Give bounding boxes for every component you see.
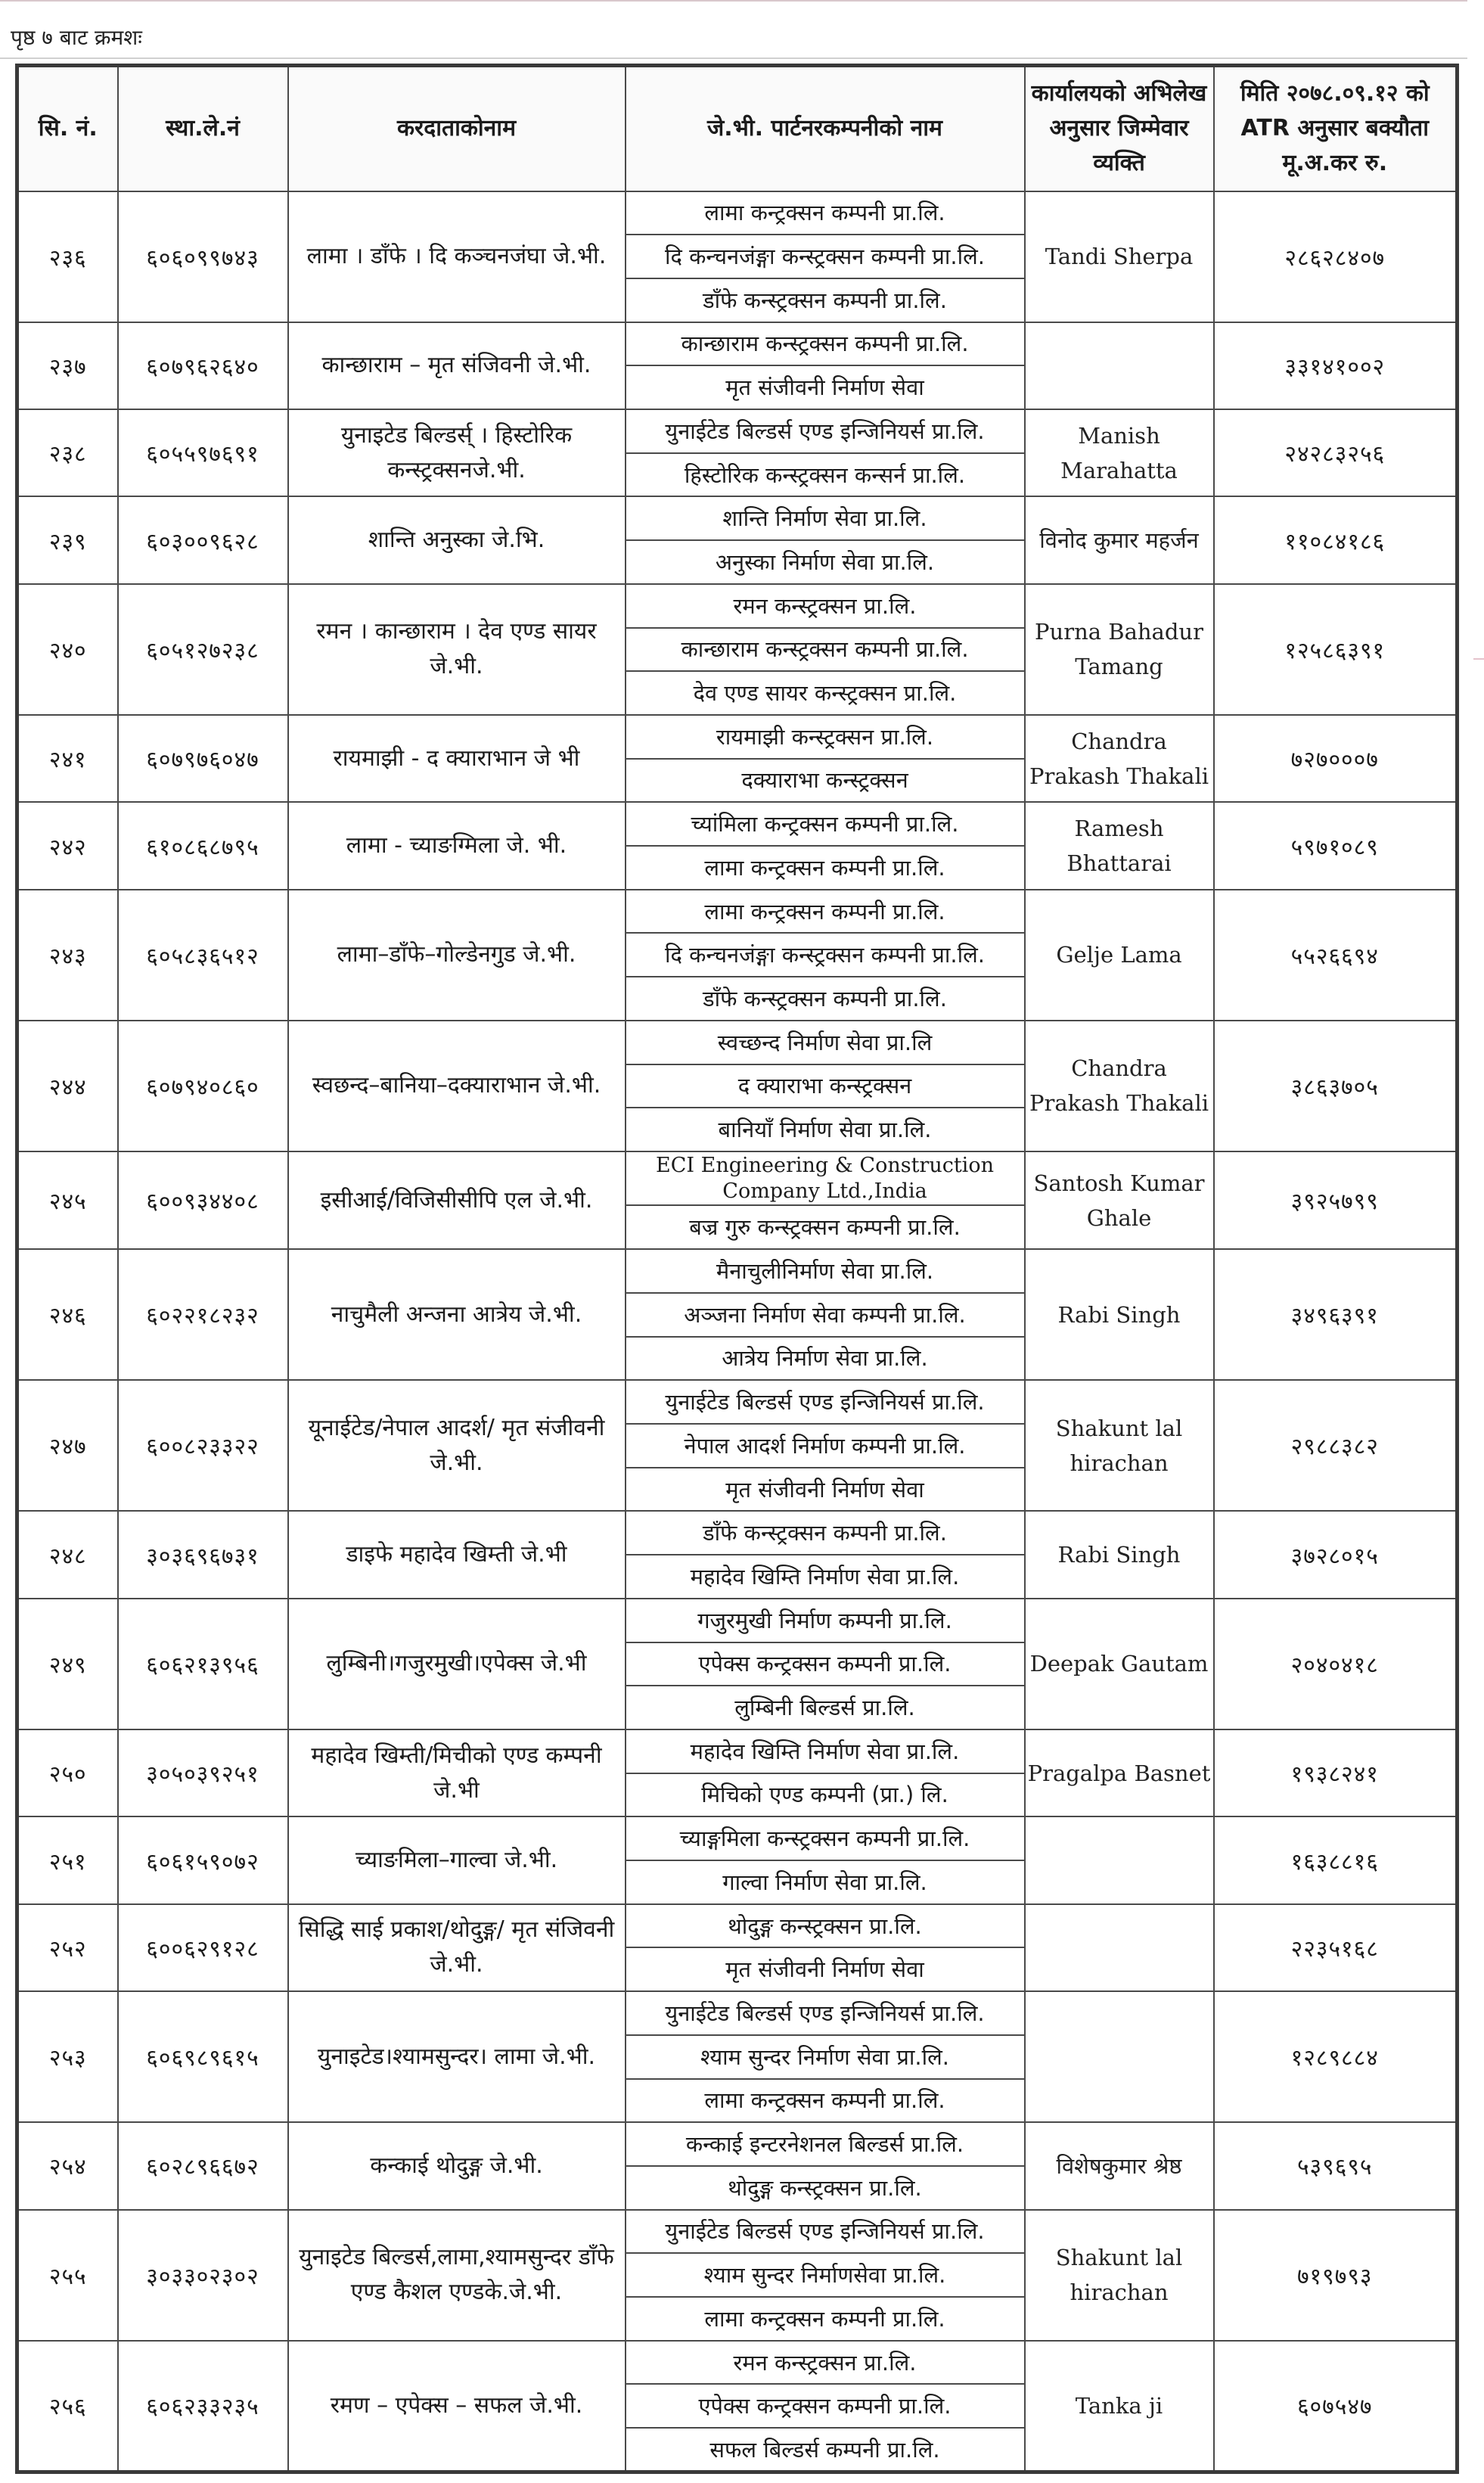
partner-company-cell: शान्ति निर्माण सेवा प्रा.लि.	[626, 496, 1025, 540]
outstanding-amount-cell: २२३५१६८	[1214, 1904, 1458, 1991]
serial-number-cell: २४४	[17, 1021, 118, 1151]
outstanding-amount-cell: ११०८४१८६	[1214, 496, 1458, 583]
responsible-person-cell: Ramesh Bhattarai	[1025, 802, 1214, 889]
responsible-person-cell	[1025, 322, 1214, 409]
local-reg-number-cell: ६०२८९६६७२	[118, 2122, 288, 2209]
partner-company-cell: अञ्जना निर्माण सेवा कम्पनी प्रा.लि.	[626, 1293, 1025, 1337]
outstanding-amount-cell: ५९७१०८९	[1214, 802, 1458, 889]
taxpayer-name-cell: शान्ति अनुस्का जे.भि.	[288, 496, 626, 583]
local-reg-number-cell: ६०७९४०८६०	[118, 1021, 288, 1151]
serial-number-cell: २५१	[17, 1816, 118, 1903]
taxpayer-name-cell: कन्काई थोदुङ्ग जे.भी.	[288, 2122, 626, 2209]
responsible-person-cell: विनोद कुमार महर्जन	[1025, 496, 1214, 583]
taxpayer-name-cell: युनाइटेड बिल्डर्स,लामा,श्यामसुन्दर डाँफे एण्ड कैशल एण्डके.जे.भी.	[288, 2210, 626, 2341]
serial-number-cell: २५५	[17, 2210, 118, 2341]
table-row	[17, 1249, 1458, 1293]
partner-company-cell: स्वच्छन्द निर्माण सेवा प्रा.लि	[626, 1021, 1025, 1064]
taxpayer-name-cell: इसीआई/विजिसीसीपि एल जे.भी.	[288, 1151, 626, 1249]
table-row	[17, 1729, 1458, 1773]
table-row	[17, 1904, 1458, 1948]
partner-company-cell: कान्छाराम कन्स्ट्रक्सन कम्पनी प्रा.लि.	[626, 628, 1025, 672]
partner-company-cell: लामा कन्ट्रक्सन कम्पनी प्रा.लि.	[626, 191, 1025, 235]
local-reg-number-cell: ३०३६९६७३१	[118, 1511, 288, 1598]
partner-company-cell: च्यांमिला कन्ट्रक्सन कम्पनी प्रा.लि.	[626, 802, 1025, 846]
partner-company-cell: थोदुङ्ग कन्स्ट्रक्सन प्रा.लि.	[626, 2166, 1025, 2210]
responsible-person-cell: Tandi Sherpa	[1025, 191, 1214, 322]
responsible-person-cell: Rabi Singh	[1025, 1511, 1214, 1598]
partner-company-cell: मैनाचुलीनिर्माण सेवा प्रा.लि.	[626, 1249, 1025, 1293]
responsible-person-cell: Shakunt lal hirachan	[1025, 1380, 1214, 1511]
outstanding-amount-cell: १२८९८८४	[1214, 1991, 1458, 2122]
serial-number-cell: २४७	[17, 1380, 118, 1511]
table-row	[17, 191, 1458, 235]
partner-company-cell: महादेव खिम्ति निर्माण सेवा प्रा.लि.	[626, 1729, 1025, 1773]
partner-company-cell: युनाईटेड बिल्डर्स एण्ड इन्जिनियर्स प्रा.लि.	[626, 1991, 1025, 2035]
partner-company-cell: ECI Engineering & Construction Company Ltd.,India	[626, 1151, 1025, 1206]
partner-company-cell: लामा कन्ट्रक्सन कम्पनी प्रा.लि.	[626, 890, 1025, 934]
local-reg-number-cell: ६०२२१८२३२	[118, 1249, 288, 1380]
partner-company-cell: द क्याराभा कन्स्ट्रक्सन	[626, 1064, 1025, 1108]
responsible-person-cell	[1025, 1904, 1214, 1991]
outstanding-amount-cell: ५५२६६९४	[1214, 890, 1458, 1021]
partner-company-cell: दि कन्चनजंङ्गा कन्स्ट्रक्सन कम्पनी प्रा.लि.	[626, 933, 1025, 977]
local-reg-number-cell: ३०५०३९२५१	[118, 1729, 288, 1816]
taxpayer-name-cell: रमण – एपेक्स – सफल जे.भी.	[288, 2341, 626, 2472]
taxpayer-name-cell: युनाइटेड।श्यामसुन्दर। लामा जे.भी.	[288, 1991, 626, 2122]
responsible-person-cell	[1025, 1816, 1214, 1903]
local-reg-number-cell: ६०६०९९७४३	[118, 191, 288, 322]
table-row	[17, 1991, 1458, 2035]
responsible-person-cell: Shakunt lal hirachan	[1025, 2210, 1214, 2341]
table-row	[17, 584, 1458, 628]
partner-company-cell: दक्याराभा कन्स्ट्रक्सन	[626, 759, 1025, 803]
table-row	[17, 2341, 1458, 2385]
outstanding-amount-cell: २०४०४१८	[1214, 1599, 1458, 1729]
partner-company-cell: युनाईटेड बिल्डर्स एण्ड इन्जिनियर्स प्रा.लि.	[626, 409, 1025, 453]
page-continuation-note: पृष्ठ ७ बाट क्रमशः	[11, 25, 142, 50]
taxpayer-name-cell: रमन । कान्छाराम । देव एण्ड सायर जे.भी.	[288, 584, 626, 715]
taxpayer-name-cell: स्वछन्द–बानिया–दक्याराभान जे.भी.	[288, 1021, 626, 1151]
responsible-person-cell	[1025, 1991, 1214, 2122]
tax-arrears-table	[15, 64, 1459, 2474]
partner-company-cell: थोदुङ्ग कन्स्ट्रक्सन प्रा.लि.	[626, 1904, 1025, 1948]
serial-number-cell: २३७	[17, 322, 118, 409]
partner-company-cell: रमन कन्स्ट्रक्सन प्रा.लि.	[626, 2341, 1025, 2385]
serial-number-cell: २५३	[17, 1991, 118, 2122]
local-reg-number-cell: ६०७९७६०४७	[118, 715, 288, 802]
partner-company-cell: कान्छाराम कन्स्ट्रक्सन कम्पनी प्रा.लि.	[626, 322, 1025, 366]
header-outstanding-vat: मिति २०७८.०९.१२ को ATR अनुसार बक्यौता मू.अ.कर रु.	[1214, 66, 1458, 191]
partner-company-cell: लामा कन्ट्रक्सन कम्पनी प्रा.लि.	[626, 846, 1025, 890]
local-reg-number-cell: ६०७९६२६४०	[118, 322, 288, 409]
responsible-person-cell: Manish Marahatta	[1025, 409, 1214, 496]
header-taxpayer-name: करदाताकोनाम	[288, 66, 626, 191]
table-row	[17, 2210, 1458, 2254]
table-row	[17, 890, 1458, 934]
outstanding-amount-cell: १६३८८१६	[1214, 1816, 1458, 1903]
local-reg-number-cell: ६०५८३६५१२	[118, 890, 288, 1021]
taxpayer-name-cell: लामा - च्याङग्मिला जे. भी.	[288, 802, 626, 889]
table-row	[17, 1151, 1458, 1206]
responsible-person-cell: Pragalpa Basnet	[1025, 1729, 1214, 1816]
local-reg-number-cell: ६०६२३३२३५	[118, 2341, 288, 2472]
taxpayer-name-cell: महादेव खिम्ती/मिचीको एण्ड कम्पनी जे.भी	[288, 1729, 626, 1816]
partner-company-cell: च्याङ्गमिला कन्स्ट्रक्सन कम्पनी प्रा.लि.	[626, 1816, 1025, 1860]
responsible-person-cell: Santosh Kumar Ghale	[1025, 1151, 1214, 1249]
local-reg-number-cell: ६०६२१३९५६	[118, 1599, 288, 1729]
outstanding-amount-cell: ३९२५७९९	[1214, 1151, 1458, 1249]
taxpayer-name-cell: डाइफे महादेव खिम्ती जे.भी	[288, 1511, 626, 1598]
header-local-reg-no: स्था.ले.नं	[118, 66, 288, 191]
partner-company-cell: गाल्वा निर्माण सेवा प्रा.लि.	[626, 1860, 1025, 1904]
serial-number-cell: २५०	[17, 1729, 118, 1816]
partner-company-cell: श्याम सुन्दर निर्माणसेवा प्रा.लि.	[626, 2253, 1025, 2297]
serial-number-cell: २३८	[17, 409, 118, 496]
partner-company-cell: डाँफे कन्स्ट्रक्सन कम्पनी प्रा.लि.	[626, 278, 1025, 322]
serial-number-cell: २५२	[17, 1904, 118, 1991]
serial-number-cell: २३९	[17, 496, 118, 583]
partner-company-cell: बज्र गुरु कन्स्ट्रक्सन कम्पनी प्रा.लि.	[626, 1205, 1025, 1249]
partner-company-cell: लामा कन्ट्रक्सन कम्पनी प्रा.लि.	[626, 2079, 1025, 2123]
responsible-person-cell: Rabi Singh	[1025, 1249, 1214, 1380]
local-reg-number-cell: ६१०८६८७९५	[118, 802, 288, 889]
outstanding-amount-cell: १९३८२४१	[1214, 1729, 1458, 1816]
partner-company-cell: श्याम सुन्दर निर्माण सेवा प्रा.लि.	[626, 2035, 1025, 2079]
partner-company-cell: लामा कन्ट्रक्सन कम्पनी प्रा.लि.	[626, 2297, 1025, 2341]
partner-company-cell: रायमाझी कन्स्ट्रक्सन प्रा.लि.	[626, 715, 1025, 759]
table-row	[17, 1816, 1458, 1860]
header-responsible-person: कार्यालयको अभिलेख अनुसार जिम्मेवार व्यक्ति	[1025, 66, 1214, 191]
serial-number-cell: २४२	[17, 802, 118, 889]
outstanding-amount-cell: २८६२८४०७	[1214, 191, 1458, 322]
outstanding-amount-cell: ३४९६३९१	[1214, 1249, 1458, 1380]
table-row	[17, 1021, 1458, 1064]
local-reg-number-cell: ६०६९८९६१५	[118, 1991, 288, 2122]
taxpayer-name-cell: लामा–डाँफे–गोल्डेनगुड जे.भी.	[288, 890, 626, 1021]
serial-number-cell: २४८	[17, 1511, 118, 1598]
responsible-person-cell: Chandra Prakash Thakali	[1025, 715, 1214, 802]
table-row	[17, 802, 1458, 846]
taxpayer-name-cell: यूनाईटेड/नेपाल आदर्श/ मृत संजीवनी जे.भी.	[288, 1380, 626, 1511]
local-reg-number-cell: ६००६२९१२८	[118, 1904, 288, 1991]
serial-number-cell: २५४	[17, 2122, 118, 2209]
responsible-person-cell: Tanka ji	[1025, 2341, 1214, 2472]
table-row	[17, 1380, 1458, 1424]
table-row	[17, 715, 1458, 759]
partner-company-cell: मृत संजीवनी निर्माण सेवा	[626, 1468, 1025, 1512]
table-row	[17, 2122, 1458, 2166]
margin-mark	[1473, 658, 1484, 660]
serial-number-cell: २४५	[17, 1151, 118, 1249]
partner-company-cell: बानियाँ निर्माण सेवा प्रा.लि.	[626, 1108, 1025, 1151]
taxpayer-name-cell: लुम्बिनी।गजुरमुखी।एपेक्स जे.भी	[288, 1599, 626, 1729]
partner-company-cell: डाँफे कन्स्ट्रक्सन कम्पनी प्रा.लि.	[626, 977, 1025, 1021]
serial-number-cell: २५६	[17, 2341, 118, 2472]
table-row	[17, 496, 1458, 540]
serial-number-cell: २४९	[17, 1599, 118, 1729]
outstanding-amount-cell: ५३९६९५	[1214, 2122, 1458, 2209]
responsible-person-cell: Gelje Lama	[1025, 890, 1214, 1021]
partner-company-cell: गजुरमुखी निर्माण कम्पनी प्रा.लि.	[626, 1599, 1025, 1642]
partner-company-cell: महादेव खिम्ति निर्माण सेवा प्रा.लि.	[626, 1555, 1025, 1599]
serial-number-cell: २४०	[17, 584, 118, 715]
serial-number-cell: २४६	[17, 1249, 118, 1380]
outstanding-amount-cell: ३७२८०१५	[1214, 1511, 1458, 1598]
header-jv-partner-companies: जे.भी. पार्टनरकम्पनीको नाम	[626, 66, 1025, 191]
serial-number-cell: २४३	[17, 890, 118, 1021]
local-reg-number-cell: ६०५१२७२३८	[118, 584, 288, 715]
responsible-person-cell: Deepak Gautam	[1025, 1599, 1214, 1729]
partner-company-cell: आत्रेय निर्माण सेवा प्रा.लि.	[626, 1337, 1025, 1381]
table-row	[17, 1599, 1458, 1642]
outstanding-amount-cell: ७२७०००७	[1214, 715, 1458, 802]
taxpayer-name-cell: रायमाझी - द क्याराभान जे भी	[288, 715, 626, 802]
partner-company-cell: डाँफे कन्स्ट्रक्सन कम्पनी प्रा.लि.	[626, 1511, 1025, 1555]
partner-company-cell: देव एण्ड सायर कन्स्ट्रक्सन प्रा.लि.	[626, 671, 1025, 715]
responsible-person-cell: Chandra Prakash Thakali	[1025, 1021, 1214, 1151]
header-serial-no: सि. नं.	[17, 66, 118, 191]
outstanding-amount-cell: २९८८३८२	[1214, 1380, 1458, 1511]
partner-company-cell: युनाईटेड बिल्डर्स एण्ड इन्जिनियर्स प्रा.लि.	[626, 2210, 1025, 2254]
partner-company-cell: दि कन्चनजंङ्गा कन्स्ट्रक्सन कम्पनी प्रा.लि.	[626, 235, 1025, 278]
local-reg-number-cell: ६००९३४४०८	[118, 1151, 288, 1249]
local-reg-number-cell: ६०६१५९०७२	[118, 1816, 288, 1903]
partner-company-cell: हिस्टोरिक कन्स्ट्रक्सन कन्सर्न प्रा.लि.	[626, 453, 1025, 497]
local-reg-number-cell: ६००८२३३२२	[118, 1380, 288, 1511]
local-reg-number-cell: ६०५५९७६९१	[118, 409, 288, 496]
taxpayer-name-cell: सिद्धि साई प्रकाश/थोदुङ्ग/ मृत संजिवनी जे.भी.	[288, 1904, 626, 1991]
partner-company-cell: लुम्बिनी बिल्डर्स प्रा.लि.	[626, 1686, 1025, 1729]
outstanding-amount-cell: २४२८३२५६	[1214, 409, 1458, 496]
outstanding-amount-cell: ३३१४१००२	[1214, 322, 1458, 409]
taxpayer-name-cell: कान्छाराम – मृत संजिवनी जे.भी.	[288, 322, 626, 409]
local-reg-number-cell: ३०३३०२३०२	[118, 2210, 288, 2341]
table-row	[17, 409, 1458, 453]
partner-company-cell: एपेक्स कन्ट्रक्सन कम्पनी प्रा.लि.	[626, 1642, 1025, 1686]
outstanding-amount-cell: ६०७५४७	[1214, 2341, 1458, 2472]
table-row	[17, 1511, 1458, 1555]
partner-company-cell: एपेक्स कन्ट्रक्सन कम्पनी प्रा.लि.	[626, 2384, 1025, 2428]
table-row	[17, 322, 1458, 366]
taxpayer-name-cell: च्याङमिला–गाल्वा जे.भी.	[288, 1816, 626, 1903]
top-border	[0, 0, 1484, 5]
serial-number-cell: २४१	[17, 715, 118, 802]
partner-company-cell: नेपाल आदर्श निर्माण कम्पनी प्रा.लि.	[626, 1424, 1025, 1468]
partner-company-cell: मिचिको एण्ड कम्पनी (प्रा.) लि.	[626, 1773, 1025, 1817]
partner-company-cell: अनुस्का निर्माण सेवा प्रा.लि.	[626, 540, 1025, 584]
responsible-person-cell: Purna Bahadur Tamang	[1025, 584, 1214, 715]
outstanding-amount-cell: १२५८६३९१	[1214, 584, 1458, 715]
partner-company-cell: सफल बिल्डर्स कम्पनी प्रा.लि.	[626, 2428, 1025, 2472]
partner-company-cell: मृत संजीवनी निर्माण सेवा	[626, 1947, 1025, 1991]
table-header-row	[17, 66, 1458, 191]
partner-company-cell: मृत संजीवनी निर्माण सेवा	[626, 365, 1025, 409]
outstanding-amount-cell: ७१९७९३	[1214, 2210, 1458, 2341]
local-reg-number-cell: ६०३००९६२८	[118, 496, 288, 583]
outstanding-amount-cell: ३८६३७०५	[1214, 1021, 1458, 1151]
serial-number-cell: २३६	[17, 191, 118, 322]
partner-company-cell: रमन कन्स्ट्रक्सन प्रा.लि.	[626, 584, 1025, 628]
taxpayer-name-cell: नाचुमैली अन्जना आत्रेय जे.भी.	[288, 1249, 626, 1380]
note-divider	[0, 57, 1467, 59]
taxpayer-name-cell: युनाइटेड बिल्डर्स् । हिस्टोरिक कन्स्ट्रक्सनजे.भी.	[288, 409, 626, 496]
responsible-person-cell: विशेषकुमार श्रेष्ठ	[1025, 2122, 1214, 2209]
taxpayer-name-cell: लामा । डाँफे । दि कञ्चनजंघा जे.भी.	[288, 191, 626, 322]
partner-company-cell: कन्काई इन्टरनेशनल बिल्डर्स प्रा.लि.	[626, 2122, 1025, 2166]
partner-company-cell: युनाईटेड बिल्डर्स एण्ड इन्जिनियर्स प्रा.लि.	[626, 1380, 1025, 1424]
